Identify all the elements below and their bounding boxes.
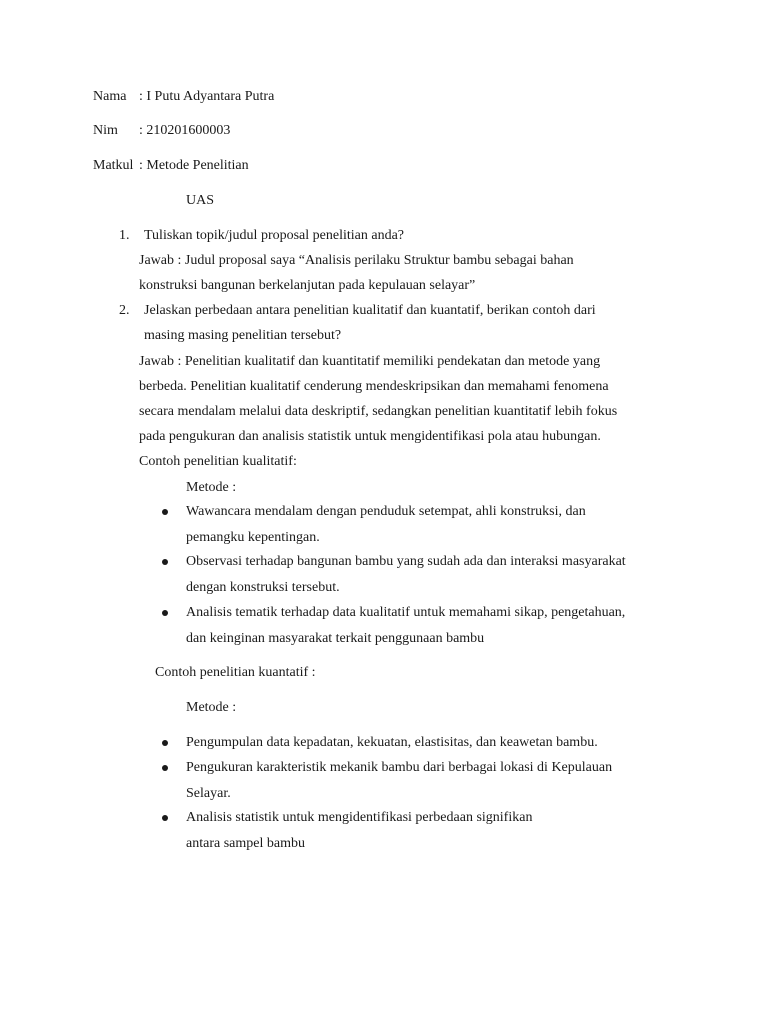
q2-question-line: masing masing penelitian tersebut? [144, 328, 342, 343]
kualitatif-bullet-line: dengan konstruksi tersebut. [186, 580, 340, 595]
kualitatif-bullet-line: dan keinginan masyarakat terkait penggunaan bambu [186, 631, 485, 646]
q1-number: 1. [119, 228, 130, 243]
nim-label: Nim [93, 123, 118, 138]
kualitatif-bullet-line: pemangku kepentingan. [186, 530, 320, 545]
kuantitatif-bullet-line: Selayar. [186, 786, 231, 801]
bullet-icon [162, 559, 168, 565]
kuantitatif-bullet-line: antara sampel bambu [186, 836, 305, 851]
kuantitatif-bullet-line: Analisis statistik untuk mengidentifikasi perbedaan signifikan [186, 810, 533, 825]
bullet-icon [162, 815, 168, 821]
matkul-label: Matkul [93, 158, 134, 173]
bullet-icon [162, 610, 168, 616]
kualitatif-metode-label: Metode : [186, 480, 237, 495]
q2-answer-line: secara mendalam melalui data deskriptif, sedangkan penelitian kuantitatif lebih fokus [139, 404, 618, 419]
q2-question-line: Jelaskan perbedaan antara penelitian kualitatif dan kuantatif, berikan contoh dari [144, 303, 596, 318]
q1-answer-line: Jawab : Judul proposal saya “Analisis perilaku Struktur bambu sebagai bahan [139, 253, 574, 268]
bullet-icon [162, 509, 168, 515]
document-title: UAS [186, 193, 215, 208]
q2-answer-line: Jawab : Penelitian kualitatif dan kuantitatif memiliki pendekatan dan metode yang [139, 354, 601, 369]
kuantitatif-bullet-line: Pengukuran karakteristik mekanik bambu dari berbagai lokasi di Kepulauan [186, 760, 613, 775]
nama-label: Nama [93, 89, 127, 104]
q2-answer-line: pada pengukuran dan analisis statistik untuk mengidentifikasi pola atau hubungan. [139, 429, 601, 444]
kualitatif-bullet-line: Analisis tematik terhadap data kualitatif untuk memahami sikap, pengetahuan, [186, 605, 626, 620]
q2-number: 2. [119, 303, 130, 318]
matkul-value: : Metode Penelitian [139, 158, 249, 173]
q2-answer-line: berbeda. Penelitian kualitatif cenderung mendeskripsikan dan memahami fenomena [139, 379, 609, 394]
q1-question: Tuliskan topik/judul proposal penelitian anda? [144, 228, 405, 243]
bullet-icon [162, 740, 168, 746]
nim-value: : 210201600003 [139, 123, 231, 138]
kualitatif-bullet-line: Wawancara mendalam dengan penduduk setempat, ahli konstruksi, dan [186, 504, 586, 519]
kualitatif-heading: Contoh penelitian kualitatif: [139, 454, 297, 469]
bullet-icon [162, 765, 168, 771]
kuantitatif-bullet-line: Pengumpulan data kepadatan, kekuatan, elastisitas, dan keawetan bambu. [186, 735, 598, 750]
kuantitatif-heading: Contoh penelitian kuantatif : [155, 665, 316, 680]
kuantitatif-metode-label: Metode : [186, 700, 237, 715]
kualitatif-bullet-line: Observasi terhadap bangunan bambu yang sudah ada dan interaksi masyarakat [186, 554, 626, 569]
q1-answer-line: konstruksi bangunan berkelanjutan pada kepulauan selayar” [139, 278, 476, 293]
nama-value: : I Putu Adyantara Putra [139, 89, 275, 104]
